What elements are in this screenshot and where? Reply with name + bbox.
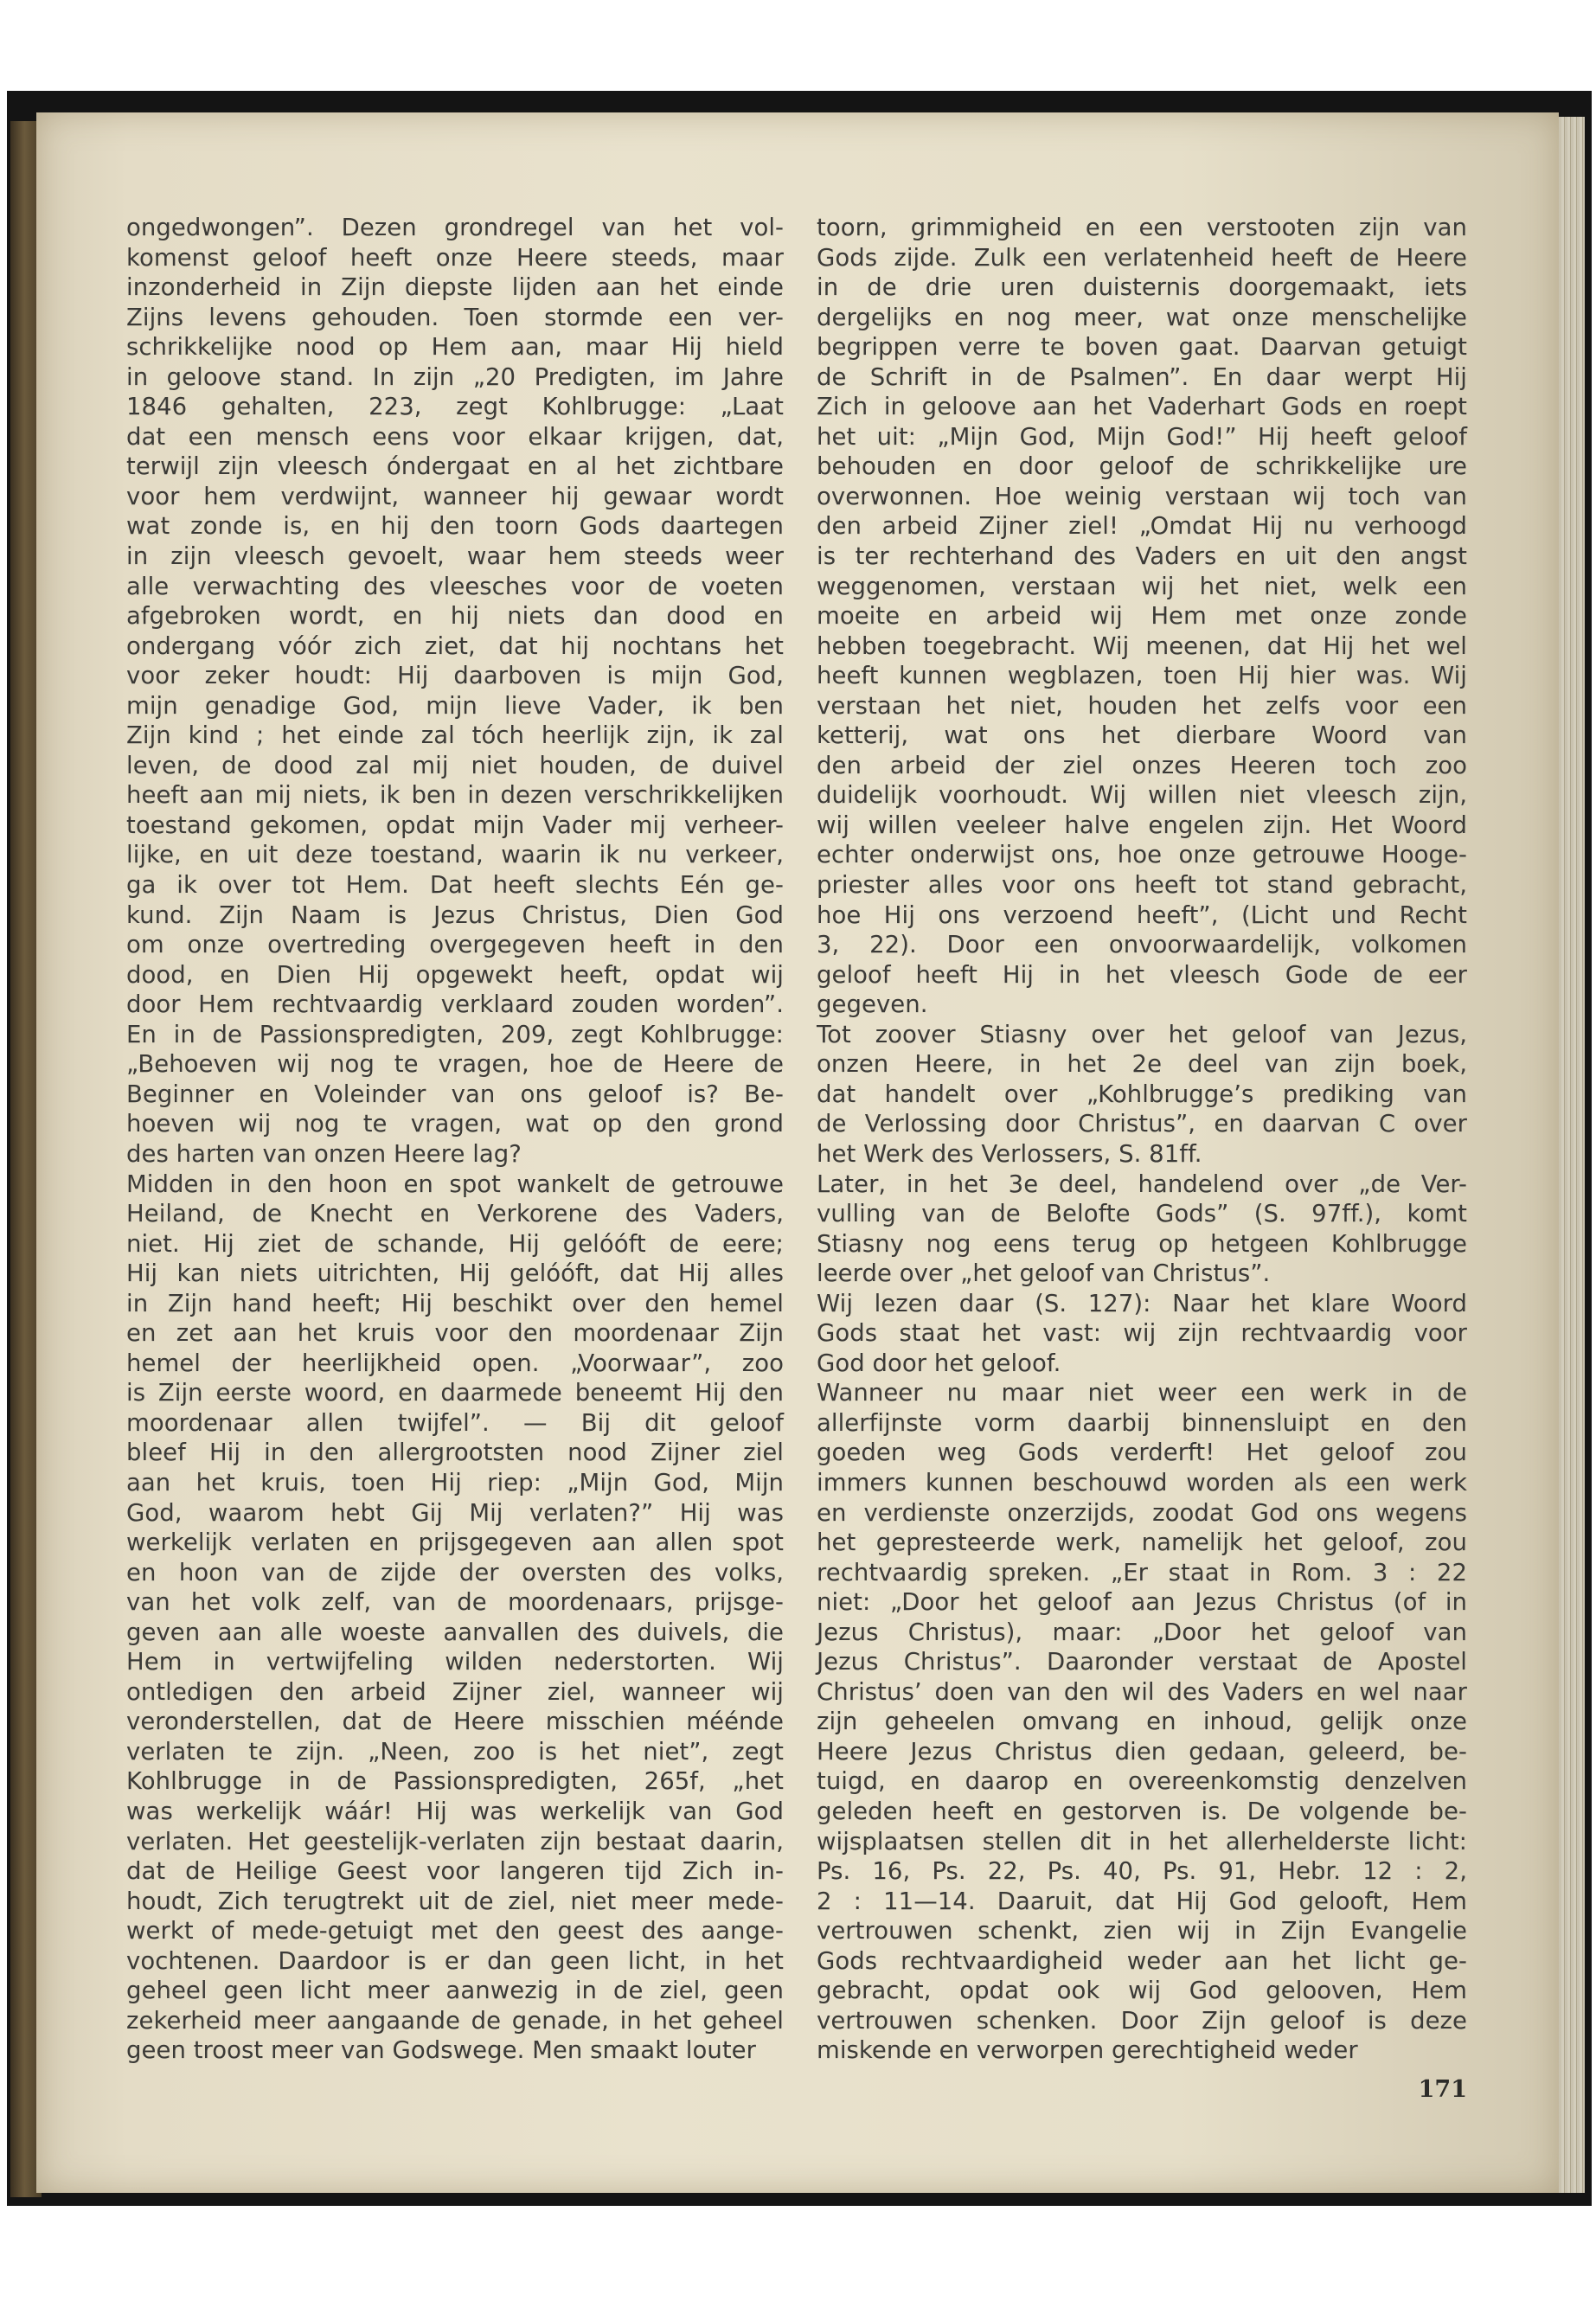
text-line: des harten van onzen Heere lag?	[126, 1139, 522, 1168]
text-line: Christus’ doen van den wil des Vaders en wel naar	[817, 1677, 1467, 1706]
text-line: Beginner en Voleinder van ons geloof is? Be-	[126, 1080, 784, 1108]
text-line: het gepresteerde werk, namelijk het geloof, zou	[817, 1529, 1467, 1557]
text-line: God door het geloof.	[817, 1349, 1061, 1377]
text-line: behouden en door geloof de schrikkelijke ure	[817, 452, 1467, 481]
text-line: gegeven.	[817, 990, 928, 1019]
text-line: aan het kruis, toen Hij riep: „Mijn God, Mijn	[126, 1468, 784, 1497]
text-line: En in de Passionspredigten, 209, zegt Kohlbrugge:	[126, 1020, 784, 1048]
text-line: schrikkelijke nood op Hem aan, maar Hij hield	[126, 333, 784, 362]
text-line: verlaten te zijn. „Neen, zoo is het niet”, zegt	[126, 1737, 784, 1766]
text-line: 2 : 11—14. Daaruit, dat Hij God gelooft, Hem	[817, 1887, 1467, 1915]
text-line: vertrouwen schenkt, zien wij in Zijn Evangelie	[817, 1917, 1467, 1945]
text-line: wat zonde is, en hij den toorn Gods daartegen	[126, 512, 784, 541]
text-line: is ter rechterhand des Vaders en uit den angst	[817, 542, 1467, 571]
text-line: Wanneer nu maar niet weer een werk in de	[817, 1379, 1467, 1407]
text-line: den arbeid der ziel onzes Heeren toch zoo	[817, 751, 1467, 779]
text-line: hoeven wij nog te vragen, wat op den grond	[126, 1110, 784, 1138]
text-line: de Schrift in de Psalmen”. En daar werpt Hij	[817, 362, 1467, 391]
text-line: geheel geen licht meer aanwezig in de ziel, geen	[126, 1977, 784, 2005]
text-line: Heere Jezus Christus dien gedaan, geleerd, be-	[817, 1737, 1467, 1766]
text-line: geen troost meer van Godswege. Men smaakt louter	[126, 2036, 756, 2065]
text-line: heeft aan mij niets, ik ben in dezen verschrikkelijken	[126, 781, 784, 810]
left-text-column	[126, 213, 784, 2066]
text-line: Ps. 16, Ps. 22, Ps. 40, Ps. 91, Hebr. 12 : 2,	[817, 1857, 1467, 1886]
text-line: in Zijn hand heeft; Hij beschikt over den hemel	[126, 1289, 784, 1317]
text-line: priester alles voor ons heeft tot stand gebracht,	[817, 871, 1467, 900]
text-line: en verdienste onzerzijds, zoodat God ons wegens	[817, 1498, 1467, 1527]
text-line: moordenaar allen twijfel”. — Bij dit geloof	[126, 1408, 784, 1437]
text-line: vochtenen. Daardoor is er dan geen licht, in het	[126, 1946, 784, 1975]
text-line: ketterij, wat ons het dierbare Woord van	[817, 721, 1467, 750]
text-line: om onze overtreding overgegeven heeft in den	[126, 931, 784, 959]
text-line: dat handelt over „Kohlbrugge’s prediking van	[817, 1080, 1467, 1108]
text-line: mijn genadige God, mijn lieve Vader, ik ben	[126, 691, 784, 720]
text-line: immers kunnen beschouwd worden als een werk	[817, 1468, 1467, 1497]
text-line: en zet aan het kruis voor den moordenaar Zijn	[126, 1319, 784, 1348]
text-line: rechtvaardig spreken. „Er staat in Rom. 3 : 22	[817, 1558, 1467, 1586]
text-line: 1846 gehalten, 223, zegt Kohlbrugge: „Laat	[126, 393, 784, 421]
text-line: Hem in vertwijfeling wilden nederstorten. Wij	[126, 1648, 784, 1676]
text-line: lijke, en uit deze toestand, waarin ik nu verkeer,	[126, 841, 784, 869]
text-line: dood, en Dien Hij opgewekt heeft, opdat wij	[126, 960, 784, 989]
text-line: bleef Hij in den allergrootsten nood Zijner ziel	[126, 1439, 784, 1467]
text-line: goeden weg Gods verderft! Het geloof zou	[817, 1439, 1467, 1467]
text-line: Later, in het 3e deel, handelend over „de Ver-	[817, 1170, 1467, 1198]
text-line: Gods zijde. Zulk een verlatenheid heeft de Heere	[817, 243, 1467, 272]
text-line: alle verwachting des vleesches voor de voeten	[126, 572, 784, 600]
text-line: in zijn vleesch gevoelt, waar hem steeds weer	[126, 542, 784, 571]
text-line: leerde over „het geloof van Christus”.	[817, 1259, 1271, 1288]
text-line: Heiland, de Knecht en Verkorene des Vaders,	[126, 1200, 784, 1228]
text-line: voor hem verdwijnt, wanneer hij gewaar wordt	[126, 482, 784, 510]
text-line: is Zijn eerste woord, en daarmede beneemt Hij den	[126, 1379, 784, 1407]
text-line: niet: „Door het geloof aan Jezus Christus (of in	[817, 1588, 1467, 1617]
text-line: geven aan alle woeste aanvallen des duivels, die	[126, 1618, 784, 1646]
text-line: Tot zoover Stiasny over het geloof van Jezus,	[817, 1020, 1467, 1048]
text-line: verlaten. Het geestelijk-verlaten zijn bestaat daarin,	[126, 1827, 784, 1856]
text-line: het uit: „Mijn God, Mijn God!” Hij heeft geloof	[817, 422, 1467, 451]
text-line: afgebroken wordt, en hij niets dan dood en	[126, 602, 784, 631]
text-line: vertrouwen schenken. Door Zijn geloof is deze	[817, 2006, 1467, 2035]
text-line: Zijns levens gehouden. Toen stormde een ver-	[126, 303, 784, 331]
text-line: van het volk zelf, van de moordenaars, prijsge-	[126, 1588, 784, 1617]
text-line: moeite en arbeid wij Hem met onze zonde	[817, 602, 1467, 631]
text-line: Jezus Christus”. Daaronder verstaat de Apostel	[817, 1648, 1467, 1676]
text-line: werkelijk verlaten en prijsgegeven aan allen spot	[126, 1529, 784, 1557]
text-line: toestand gekomen, opdat mijn Vader mij verheer-	[126, 811, 784, 839]
text-line: de Verlossing door Christus”, en daarvan C over	[817, 1110, 1467, 1138]
text-line: veronderstellen, dat de Heere misschien méénde	[126, 1708, 784, 1736]
text-line: Stiasny nog eens terug op hetgeen Kohlbrugge	[817, 1229, 1467, 1258]
text-line: zekerheid meer aangaande de genade, in het geheel	[126, 2006, 784, 2035]
text-line: allerfijnste vorm daarbij binnensluipt en den	[817, 1408, 1467, 1437]
text-line: dat de Heilige Geest voor langeren tijd Zich in-	[126, 1857, 784, 1886]
text-line: tuigd, en daarop en overeenkomstig denzelven	[817, 1767, 1467, 1796]
text-line: Zich in geloove aan het Vaderhart Gods en roept	[817, 393, 1467, 421]
text-line: leven, de dood zal mij niet houden, de duivel	[126, 751, 784, 779]
text-line: wijsplaatsen stellen dit in het allerhelderste licht:	[817, 1827, 1467, 1856]
text-line: Zijn kind ; het einde zal tóch heerlijk zijn, ik zal	[126, 721, 784, 750]
text-line: niet. Hij ziet de schande, Hij gelóóft de eere;	[126, 1229, 784, 1258]
text-line: hoe Hij ons verzoend heeft”, (Licht und Recht	[817, 901, 1467, 929]
text-line: geleden heeft en gestorven is. De volgende be-	[817, 1797, 1467, 1825]
text-line: Gods rechtvaardigheid weder aan het licht ge-	[817, 1946, 1467, 1975]
text-line: den arbeid Zijner ziel! „Omdat Hij nu verhoogd	[817, 512, 1467, 541]
text-line: ontledigen den arbeid Zijner ziel, wanneer wij	[126, 1677, 784, 1706]
text-line: wij willen veeleer halve engelen zijn. Het Woord	[817, 811, 1467, 839]
text-line: onzen Heere, in het 2e deel van zijn boek,	[817, 1050, 1467, 1079]
text-line: komenst geloof heeft onze Heere steeds, maar	[126, 243, 784, 272]
text-line: heeft kunnen wegblazen, toen Hij hier was. Wij	[817, 662, 1467, 690]
text-line: toorn, grimmigheid en een verstooten zijn van	[817, 214, 1467, 241]
text-line: ga ik over tot Hem. Dat heeft slechts Eén ge-	[126, 871, 784, 900]
text-line: in geloove stand. In zijn „20 Predigten, im Jahre	[126, 362, 784, 391]
text-line: God, waarom hebt Gij Mij verlaten?” Hij was	[126, 1498, 784, 1527]
text-line: ondergang vóór zich ziet, dat hij nochtans het	[126, 631, 784, 660]
text-line: 3, 22). Door een onvoorwaardelijk, volkomen	[817, 931, 1467, 959]
text-line: begrippen verre te boven gaat. Daarvan getuigt	[817, 333, 1467, 362]
text-line: werkt of mede-getuigt met den geest des aange-	[126, 1917, 784, 1945]
text-line: miskende en verworpen gerechtigheid weder	[817, 2036, 1358, 2065]
text-line: was werkelijk wáár! Hij was werkelijk van God	[126, 1797, 784, 1825]
text-line: dat een mensch eens voor elkaar krijgen, dat,	[126, 422, 784, 451]
text-line: het Werk des Verlossers, S. 81ff.	[817, 1139, 1202, 1168]
text-line: geloof heeft Hij in het vleesch Gode de eer	[817, 960, 1467, 989]
text-line: kund. Zijn Naam is Jezus Christus, Dien God	[126, 901, 784, 929]
text-line: voor zeker houdt: Hij daarboven is mijn God,	[126, 662, 784, 690]
text-line: houdt, Zich terugtrekt uit de ziel, niet meer mede-	[126, 1887, 784, 1915]
right-text-column	[817, 213, 1467, 2066]
text-line: terwijl zijn vleesch óndergaat en al het zichtbare	[126, 452, 784, 481]
page-number: 171	[1418, 2076, 1467, 2103]
text-line: duidelijk voorhoudt. Wij willen niet vleesch zijn,	[817, 781, 1467, 810]
text-line: dergelijks en nog meer, wat onze menschelijke	[817, 303, 1467, 331]
text-line: weggenomen, verstaan wij het niet, welk een	[817, 572, 1467, 600]
text-line: in de drie uren duisternis doorgemaakt, iets	[817, 273, 1467, 302]
text-line: hemel der heerlijkheid open. „Voorwaar”, zoo	[126, 1349, 784, 1377]
text-line: gebracht, opdat ook wij God gelooven, Hem	[817, 1977, 1467, 2005]
text-line: echter onderwijst ons, hoe onze getrouwe Hooge-	[817, 841, 1467, 869]
text-line: Wij lezen daar (S. 127): Naar het klare Woord	[817, 1289, 1467, 1317]
text-line: door Hem rechtvaardig verklaard zouden worden”.	[126, 990, 784, 1019]
text-line: zijn geheelen omvang en inhoud, gelijk onze	[817, 1708, 1467, 1736]
text-line: „Behoeven wij nog te vragen, hoe de Heere de	[126, 1050, 784, 1079]
text-line: overwonnen. Hoe weinig verstaan wij toch van	[817, 482, 1467, 510]
text-line: Hij kan niets uitrichten, Hij gelóóft, dat Hij alles	[126, 1259, 784, 1288]
text-line: Midden in den hoon en spot wankelt de getrouwe	[126, 1170, 784, 1198]
text-line: Kohlbrugge in de Passionspredigten, 265f, „het	[126, 1767, 784, 1796]
text-line: hebben toegebracht. Wij meenen, dat Hij het wel	[817, 631, 1467, 660]
text-line: Gods staat het vast: wij zijn rechtvaardig voor	[817, 1319, 1467, 1348]
text-line: ongedwongen”. Dezen grondregel van het vol-	[126, 214, 784, 241]
text-line: inzonderheid in Zijn diepste lijden aan het einde	[126, 273, 784, 302]
text-line: Jezus Christus), maar: „Door het geloof van	[817, 1618, 1467, 1646]
text-line: en hoon van de zijde der oversten des volks,	[126, 1558, 784, 1586]
text-line: vulling van de Belofte Gods” (S. 97ff.), komt	[817, 1200, 1467, 1228]
text-line: verstaan het niet, houden het zelfs voor een	[817, 691, 1467, 720]
